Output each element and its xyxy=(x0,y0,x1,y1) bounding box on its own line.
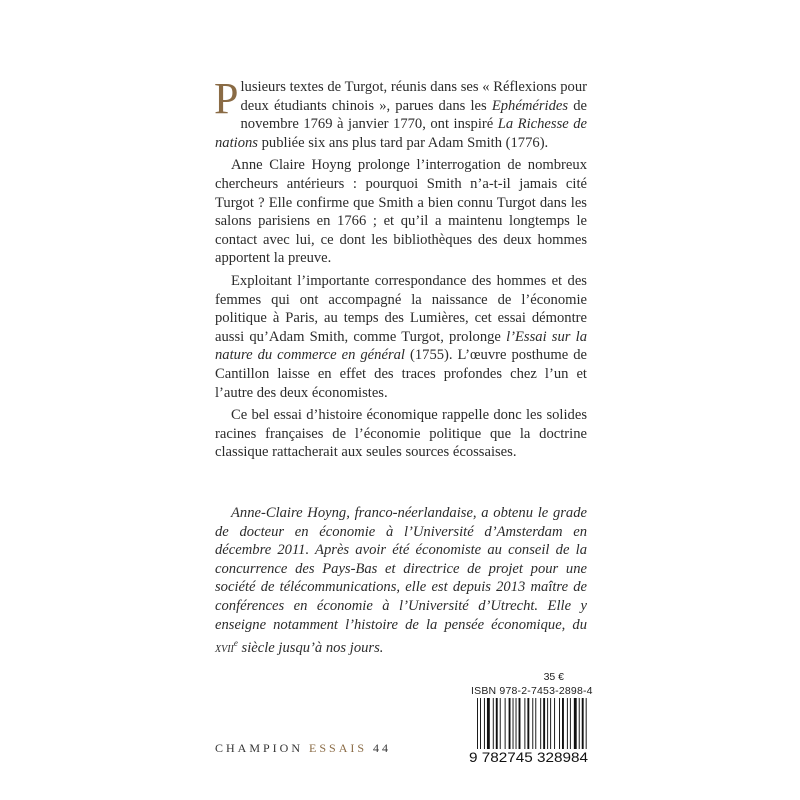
barcode-bar xyxy=(509,698,511,749)
series-number: 44 xyxy=(373,741,392,755)
barcode-bar xyxy=(513,698,514,749)
series-label xyxy=(215,741,391,756)
series-publisher: CHAMPION xyxy=(215,741,304,755)
text-run: lusieurs textes de Turgot, réunis dans ses « Réflexions pour deux étudiants chinois », parues dans les xyxy=(240,79,587,114)
isbn-label: ISBN 978-2-7453-2898-4 xyxy=(471,685,593,697)
barcode-bar xyxy=(562,698,564,749)
barcode-bar xyxy=(574,698,577,749)
barcode-bar xyxy=(484,698,485,749)
barcode-bar xyxy=(586,698,587,749)
bio-century-sup: e xyxy=(233,638,238,649)
barcode-bar xyxy=(516,698,517,749)
barcode-bar xyxy=(493,698,494,749)
text-run: Exploitant l’importante correspondance des hommes et des femmes qui ont accompagné la naissance de l’économie politique à Paris, au temps des Lumières, cet essai démontre aussi qu’Adam Smith, comme Turgot, prolonge xyxy=(215,272,587,345)
barcode-bar xyxy=(554,698,555,749)
barcode-bar xyxy=(532,698,533,749)
barcode-digits: 9 782745 328984 xyxy=(469,750,589,764)
bio-century: xvii xyxy=(215,640,234,657)
barcode-bar xyxy=(567,698,568,749)
drop-cap: P xyxy=(214,74,239,123)
barcode-bar xyxy=(487,698,490,749)
barcode-bar xyxy=(535,698,536,749)
barcode-bar xyxy=(540,698,541,749)
barcode-bar xyxy=(480,698,481,749)
bio-text-1: Anne-Claire Hoyng, franco-néerlandaise, a obtenu le grade de docteur en économie à l’Université d’Amsterdam en décembre 2011. Après avoir été économiste au conseil de la concurrence des Pays-Bas et directrice de projet pour une société de télécommunications, elle est depuis 2013 maître de conférences en économie à l’Université d’Utrecht. Elle y enseigne notamment l’histoire de la pensée économique, du xyxy=(215,505,587,633)
barcode-bar xyxy=(524,698,525,749)
barcode-bar xyxy=(550,698,551,749)
text-run: de novembre 1769 à janvier 1770, ont inspiré xyxy=(240,97,587,133)
blurb-paragraph-2: Anne Claire Hoyng prolonge l’interrogation de nombreux chercheurs antérieurs : pourquoi Smith n’a-t-il jamais cité Turgot ? Elle confirme que Smith a bien connu Turgot dans les salons parisiens en 1766 ; et qu’il a maintenu longtemps le contact avec lui, ce dont les bibliothèques des deux hommes apportent la preuve. xyxy=(215,157,587,267)
barcode-bar xyxy=(543,698,545,749)
barcode-bar xyxy=(477,698,478,749)
text-run: La Richesse de nations xyxy=(215,116,587,151)
barcode-bar xyxy=(570,698,571,749)
text-run: (1755). L’œuvre posthume de Cantillon laisse en effet des traces profondes chez l’un et l’autre des deux économistes. xyxy=(215,347,588,401)
text-run: l’Essai sur la nature du commerce en général xyxy=(215,328,587,364)
barcode-bar xyxy=(505,698,506,749)
series-name: ESSAIS xyxy=(309,741,368,755)
blurb-p1-text xyxy=(214,74,587,151)
barcode-bar xyxy=(500,698,501,749)
barcode-bar xyxy=(582,698,584,749)
blurb-paragraph-4: Ce bel essai d’histoire économique rappelle donc les solides racines françaises de l’économie politique que la doctrine classique rattacherait aux seules sources écossaises. xyxy=(215,407,587,461)
price-label: 35 € xyxy=(543,671,564,683)
isbn-barcode xyxy=(469,698,589,764)
barcode-bar xyxy=(559,698,560,749)
author-bio xyxy=(215,504,587,658)
barcode-bar xyxy=(579,698,580,749)
barcode-bar xyxy=(527,698,529,749)
barcode-bar xyxy=(547,698,548,749)
barcode-bar xyxy=(496,698,498,749)
text-run: Ephémérides xyxy=(491,97,569,114)
back-cover-blurb xyxy=(214,74,588,462)
blurb-paragraph-1 xyxy=(214,74,587,152)
barcode-bar xyxy=(519,698,521,749)
barcode-bars xyxy=(477,698,587,749)
text-run: publiée six ans plus tard par Adam Smith (1776). xyxy=(257,134,549,151)
blurb-paragraph-3 xyxy=(215,272,587,402)
bio-text-2: siècle jusqu’à nos jours. xyxy=(237,640,384,657)
